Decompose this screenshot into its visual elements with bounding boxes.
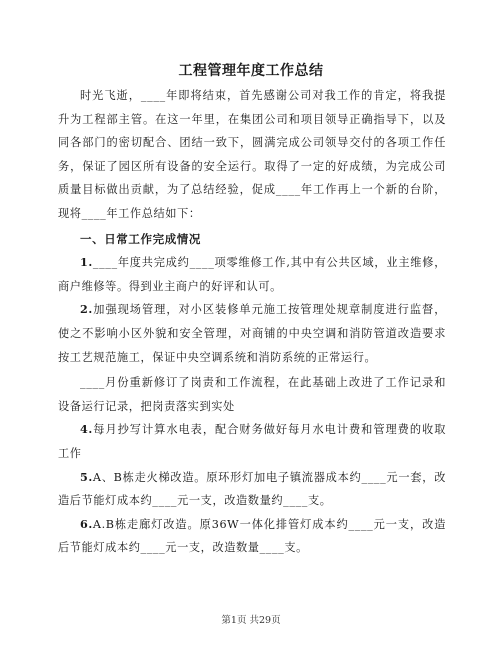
item-text: A.B栋走廊灯改造。原36W一体化排管灯成本约____元一支，改造后节能灯成本约____元一支，改造数量____支。 (58, 517, 446, 555)
list-item-6 (58, 513, 446, 560)
list-item-1 (58, 251, 446, 298)
item-text: ____月份重新修订了岗责和工作流程，在此基础上改进了工作记录和设备运行记录，把岗责落实到实处 (58, 376, 446, 413)
intro-paragraph: 时光飞逝，____年即将结束，首先感谢公司对我工作的肯定，将我提升为工程部主管。在这一年里，在集团公司和项目领导正确指导下，以及同各部门的密切配合、团结一致下，圆满完成公司领导交付的各项工作任务，保证了园区所有设备的安全运行。取得了一定的好成绩，为完成公司质量目标做出贡献，为了总结经验，促成____年工作再上一个新的台阶，现将____年工作总结如下： (58, 89, 446, 220)
item-text: ____年度共完成约____项零维修工作,其中有公共区域，业主维修，商户维修等。得到业主商户的好评和认可。 (58, 256, 446, 293)
item-text: 每月抄写计算水电表，配合财务做好每月水电计费和管理费的收取工作 (58, 423, 446, 460)
list-item-2 (58, 298, 446, 369)
list-item-4 (58, 418, 446, 465)
item-number: 6. (80, 516, 93, 531)
list-item-5 (58, 466, 446, 513)
document-title: 工程管理年度工作总结 (178, 63, 324, 79)
document-body (58, 84, 446, 560)
item-text: 加强现场管理，对小区装修单元施工按管理处规章制度进行监督，使之不影响小区外貌和安全管理，对商铺的中央空调和消防管道改造要求按工艺规范施工，保证中央空调系统和消防系统的正常运行。 (58, 303, 446, 364)
item-number: 2. (80, 302, 93, 317)
item-number: 4. (80, 422, 93, 437)
item-number: 5. (80, 469, 93, 484)
item-text: A、B栋走火梯改造。原环形灯加电子镇流器成本约____元一套，改造后节能灯成本约____元一支，改造数量约____支。 (58, 470, 446, 508)
list-item-3 (58, 371, 446, 418)
page-number: 第1页 共29页 (221, 615, 281, 626)
section-heading: 一、日常工作完成情况 (80, 231, 201, 246)
item-number: 1. (80, 255, 93, 270)
